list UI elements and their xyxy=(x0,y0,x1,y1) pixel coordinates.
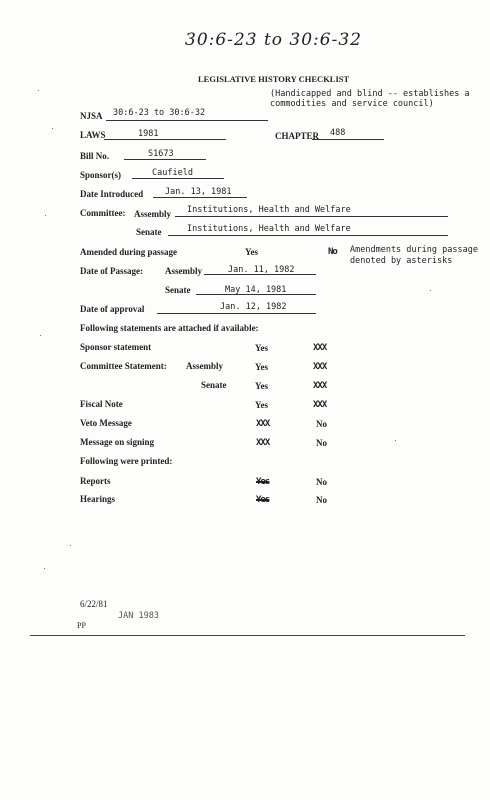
bill-underline xyxy=(124,159,206,160)
fiscal-note-no-struck: XXX xyxy=(313,400,327,410)
handwritten-statute-range: 30:6-23 to 30:6-32 xyxy=(185,30,362,50)
scan-speck xyxy=(395,440,396,441)
footer-initials: PP xyxy=(77,621,86,630)
amended-label: Amended during passage xyxy=(80,247,178,257)
reports-label: Reports xyxy=(80,476,111,486)
passage-senate-underline xyxy=(196,294,316,295)
passage-senate-label: Senate xyxy=(165,285,191,295)
njsa-underline xyxy=(106,120,268,121)
bill-value: S1673 xyxy=(148,149,174,159)
committee-senate-no-struck: XXX xyxy=(313,381,327,391)
passage-assembly-underline xyxy=(204,274,316,275)
senate-committee-value: Institutions, Health and Welfare xyxy=(187,224,351,234)
received-stamp: JAN 1983 xyxy=(118,611,159,621)
committee-statement-senate-label: Senate xyxy=(201,380,227,390)
scan-speck xyxy=(45,215,46,216)
committee-statement-assembly-label: Assembly xyxy=(186,361,224,371)
committee-senate-yes: Yes xyxy=(255,381,268,391)
approval-value: Jan. 12, 1982 xyxy=(220,302,287,312)
committee-label: Committee: xyxy=(80,208,126,218)
scan-speck xyxy=(52,128,53,129)
chapter-value: 488 xyxy=(330,128,346,138)
footer-rule xyxy=(30,635,465,636)
laws-label: LAWS xyxy=(80,130,106,140)
laws-underline xyxy=(104,139,226,140)
description-line-1: (Handicapped and blind -- establishes a xyxy=(270,89,470,99)
reports-yes-struck: Yes xyxy=(256,477,270,487)
assembly-committee-value: Institutions, Health and Welfare xyxy=(187,205,351,215)
amended-note-line-2: denoted by asterisks xyxy=(350,256,453,266)
sponsor-statement-yes: Yes xyxy=(255,343,268,353)
bill-label: Bill No. xyxy=(80,151,110,161)
assembly-committee-underline xyxy=(175,216,448,217)
veto-message-no: No xyxy=(316,419,327,429)
njsa-value: 30:6-23 to 30:6-32 xyxy=(113,108,206,118)
scan-speck xyxy=(430,290,431,291)
veto-message-yes-struck: XXX xyxy=(256,419,270,429)
sponsor-label: Sponsor(s) xyxy=(80,170,122,180)
sponsor-value: Caufield xyxy=(152,168,193,178)
sponsor-statement-label: Sponsor statement xyxy=(80,342,152,352)
hearings-label: Hearings xyxy=(80,494,115,504)
sponsor-statement-no-struck: XXX xyxy=(313,343,327,353)
amended-yes: Yes xyxy=(245,247,258,257)
scan-speck xyxy=(44,568,45,569)
introduced-value: Jan. 13, 1981 xyxy=(165,187,232,197)
committee-assembly-label: Assembly xyxy=(134,209,172,219)
introduced-label: Date Introduced xyxy=(80,189,144,199)
scan-speck xyxy=(70,545,71,546)
footer-date: 6/22/81 xyxy=(80,599,108,609)
senate-committee-underline xyxy=(168,235,448,236)
amended-note-line-1: Amendments during passage xyxy=(350,245,478,255)
amended-no-struck: No xyxy=(328,247,337,257)
checklist-title: LEGISLATIVE HISTORY CHECKLIST xyxy=(198,74,350,84)
chapter-label: CHAPTER xyxy=(275,131,320,141)
laws-value: 1981 xyxy=(138,129,159,139)
njsa-label: NJSA xyxy=(80,111,103,121)
signing-message-no: No xyxy=(316,438,327,448)
approval-underline xyxy=(157,313,316,314)
introduced-underline xyxy=(153,197,247,198)
passage-label: Date of Passage: xyxy=(80,266,143,276)
reports-no: No xyxy=(316,477,327,487)
sponsor-underline xyxy=(132,178,224,179)
passage-senate-value: May 14, 1981 xyxy=(225,285,287,295)
signing-message-yes-struck: XXX xyxy=(256,438,270,448)
committee-assembly-no-struck: XXX xyxy=(313,362,327,372)
chapter-underline xyxy=(312,139,384,140)
committee-senate-label: Senate xyxy=(136,227,162,237)
veto-message-label: Veto Message xyxy=(80,418,132,428)
fiscal-note-yes: Yes xyxy=(255,400,268,410)
description-line-2: commodities and service council) xyxy=(270,99,434,109)
passage-assembly-label: Assembly xyxy=(165,266,203,276)
approval-label: Date of approval xyxy=(80,304,145,314)
scan-speck xyxy=(40,335,41,336)
hearings-no: No xyxy=(316,495,327,505)
committee-assembly-yes: Yes xyxy=(255,362,268,372)
committee-statement-label: Committee Statement: xyxy=(80,361,167,371)
printed-heading: Following were printed: xyxy=(80,456,173,466)
scan-speck xyxy=(38,90,39,91)
statements-heading: Following statements are attached if available: xyxy=(80,323,259,333)
fiscal-note-label: Fiscal Note xyxy=(80,399,123,409)
passage-assembly-value: Jan. 11, 1982 xyxy=(228,265,295,275)
hearings-yes-struck: Yes xyxy=(256,495,270,505)
signing-message-label: Message on signing xyxy=(80,437,155,447)
